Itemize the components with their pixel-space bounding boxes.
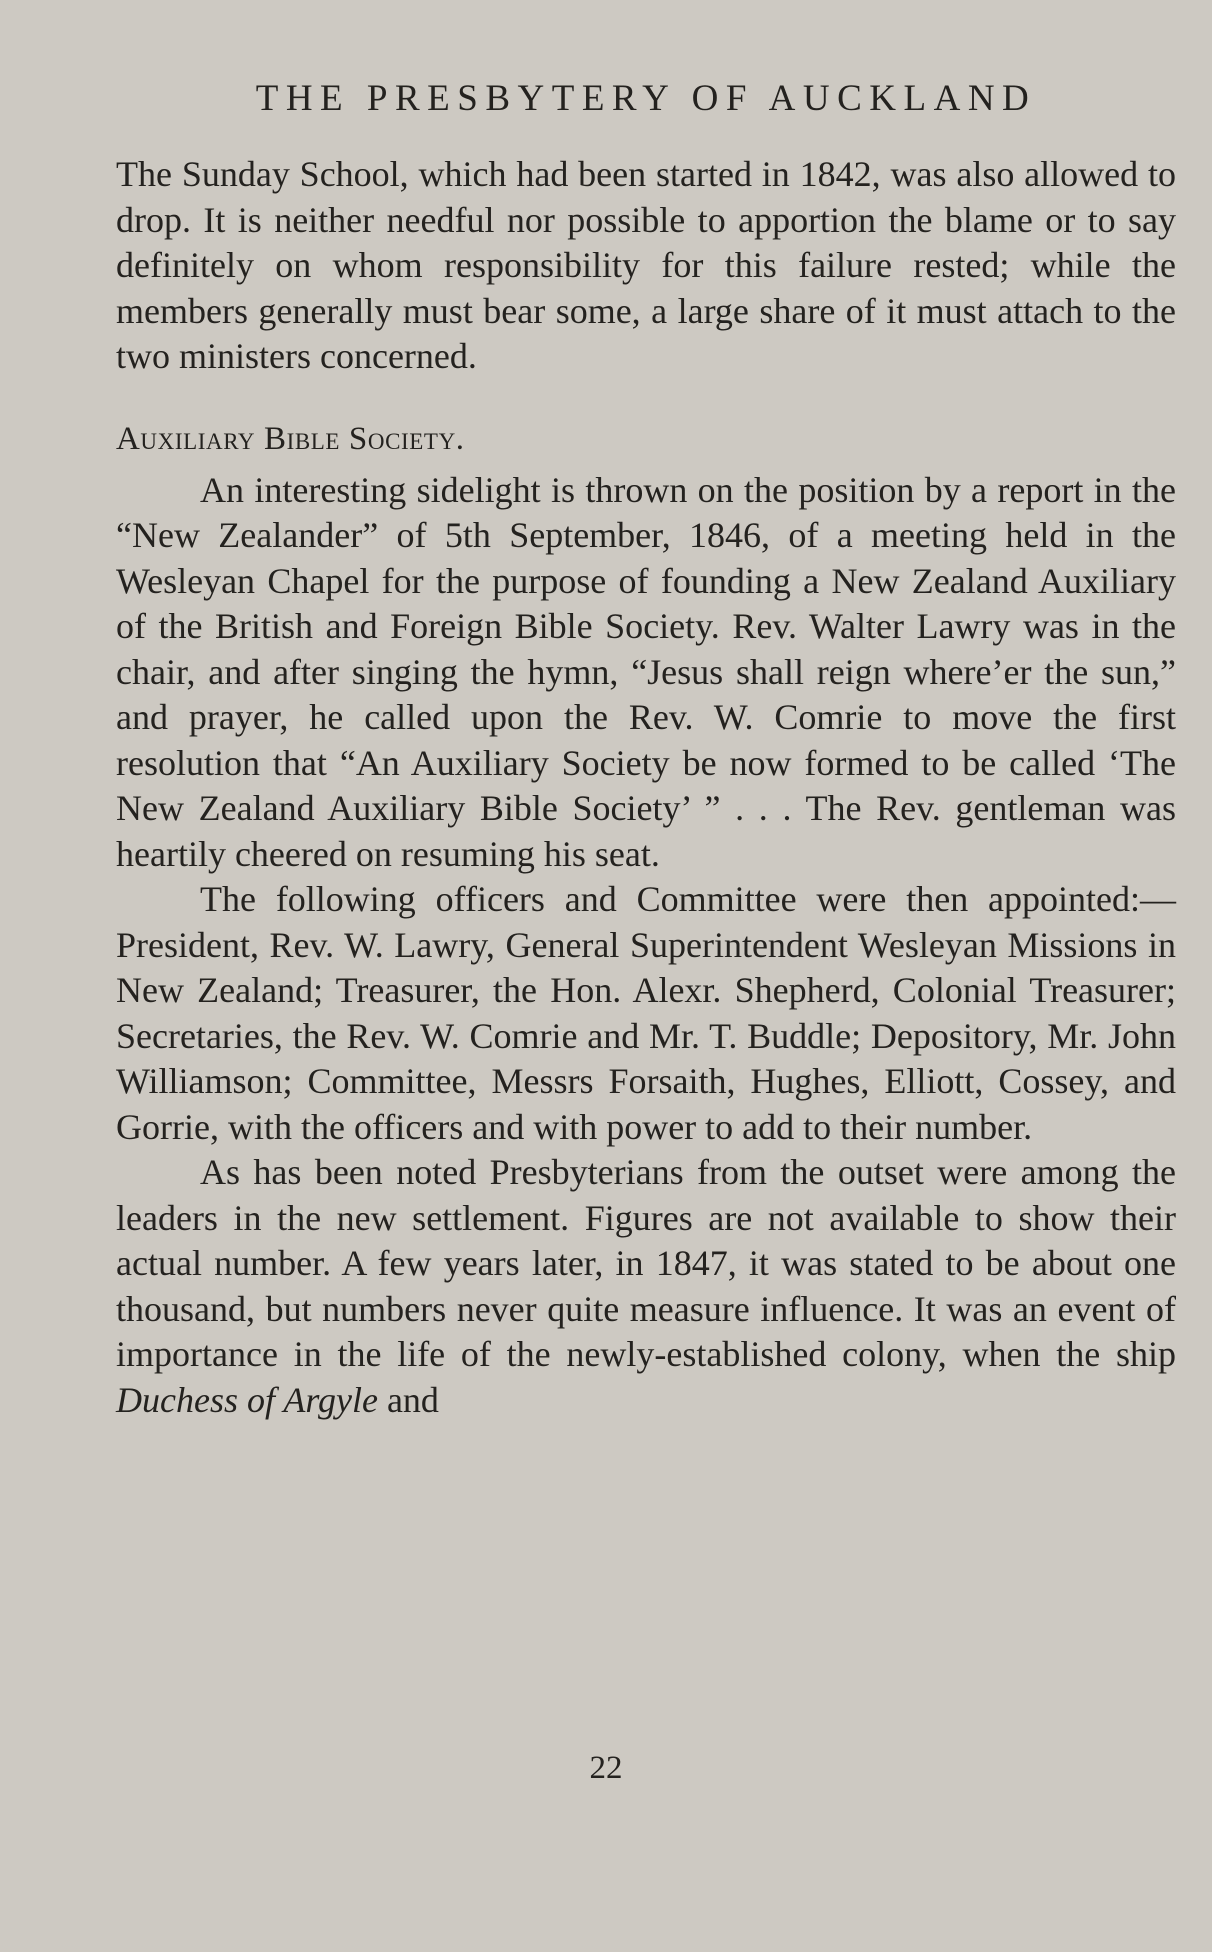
running-head: THE PRESBYTERY OF AUCKLAND	[255, 78, 1037, 119]
paragraph-sunday-school: The Sunday School, which had been started in 1842, was also allowed to drop. It is neither needful nor possible to apportion the blame or to say definitely on whom responsibility for this failure rested; while the members generally must bear some, a large share of it must attach to the two ministers concerned.	[116, 154, 1176, 376]
body-text	[116, 152, 1176, 1423]
paragraph-bible-society-meeting: An interesting sidelight is thrown on the position by a report in the “New Zealander” of 5th September, 1846, of a meeting held in the Wesleyan Chapel for the purpose of founding a New Zealand Auxiliary of the British and Foreign Bible Society. Rev. Walter Lawry was in the chair, and after singing the hymn, “Jesus shall reign where’er the sun,” and prayer, he called upon the Rev. W. Comrie to move the first resolution that “An Auxiliary Society be now formed to be called ‘The New Zealand Auxiliary Bible Society’ ” . . . The Rev. gentleman was heartily cheered on resuming his seat.	[116, 469, 1176, 874]
paragraph-presbyterians-tail: and	[386, 1379, 439, 1420]
page-number: 22	[589, 1750, 623, 1786]
paragraph-officers-committee: The following officers and Committee were then appointed:—President, Rev. W. Lawry, General Superintendent Wesleyan Missions in New Zealand; Treasurer, the Hon. Alexr. Shepherd, Colonial Treasurer; Secretaries, the Rev. W. Comrie and Mr. T. Buddle; Depository, Mr. John Williamson; Committee, Messrs Forsaith, Hughes, Elliott, Cossey, and Gorrie, with the officers and with power to add to their number.	[116, 879, 1176, 1147]
section-heading: Auxiliary Bible Society.	[116, 420, 465, 457]
paragraph-presbyterians	[116, 1150, 1176, 1423]
paragraph-presbyterians-text: As has been noted Presbyterians from the outset were among the leaders in the new settlement. Figures are not available to show their actual number. A few years later, in 1847, it was stated to be about one thousand, but numbers never quite measure influence. It was an event of importance in the life of the newly-established colony, when the ship	[116, 1152, 1176, 1374]
ship-name: Duchess of Argyle	[116, 1379, 378, 1420]
